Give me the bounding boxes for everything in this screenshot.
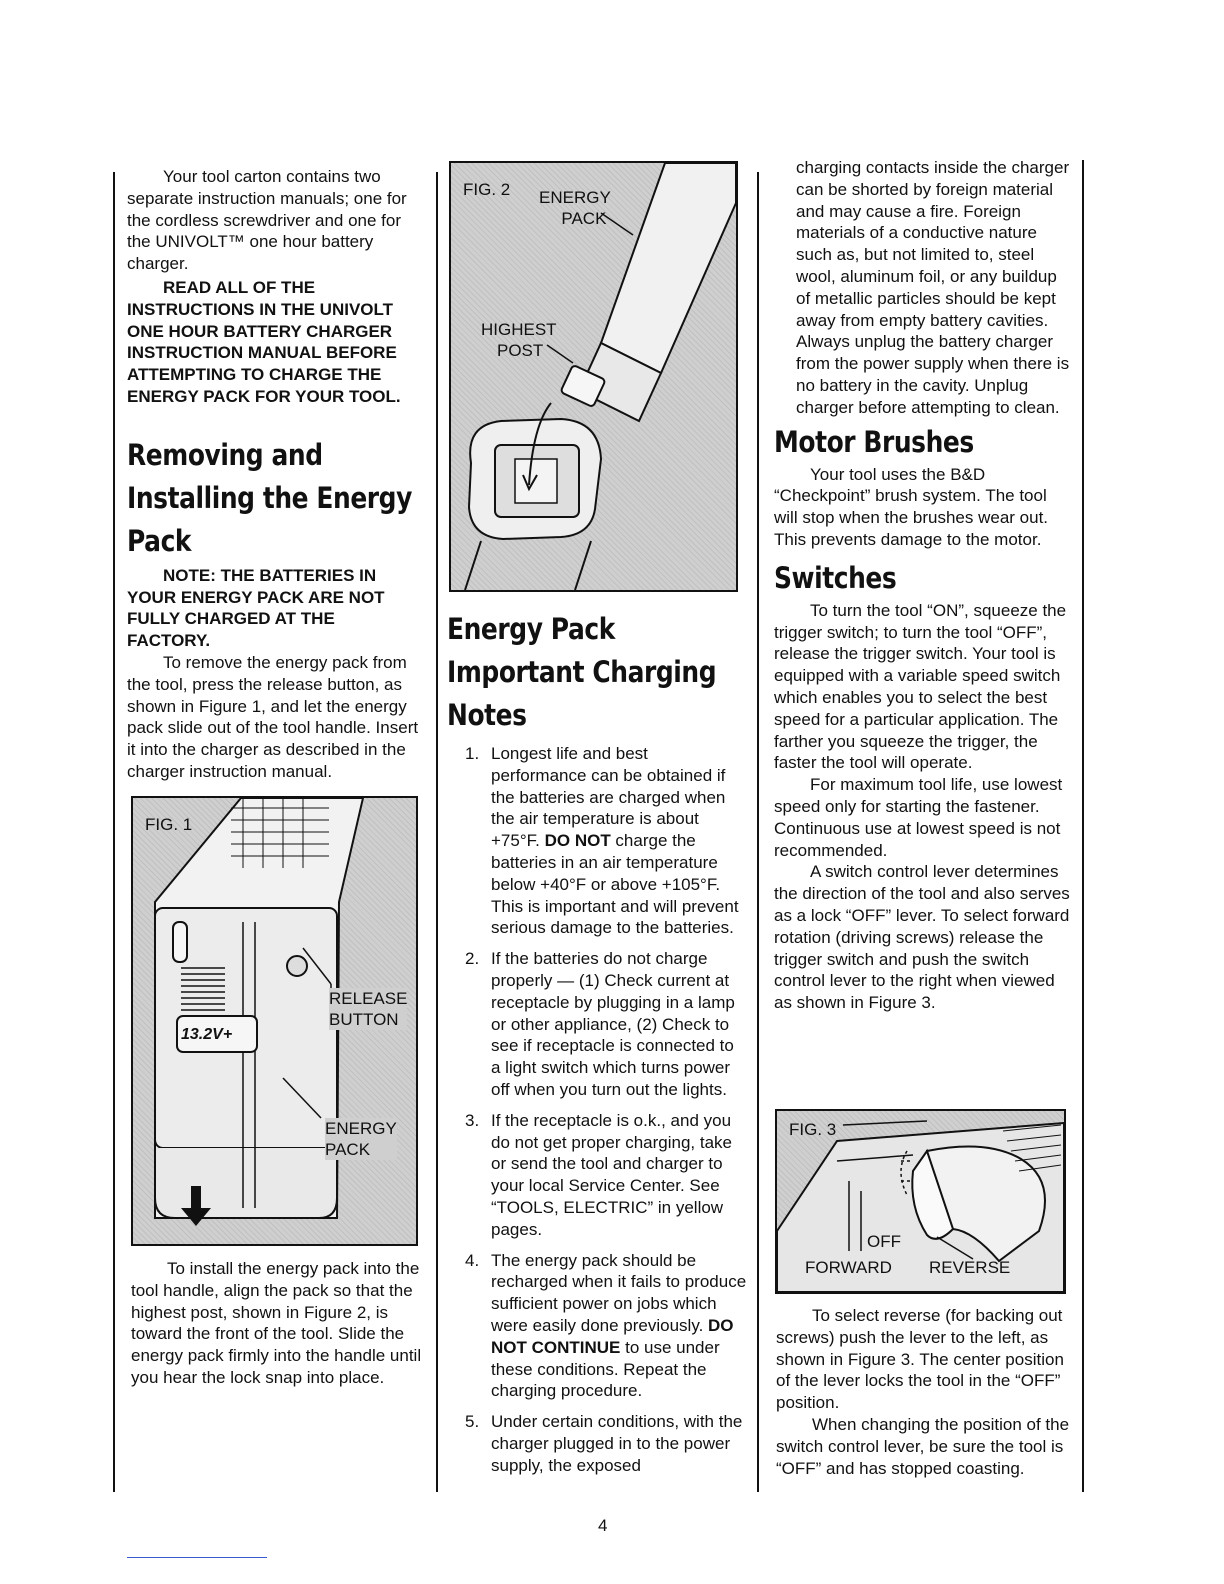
motor-brushes-heading: Motor Brushes xyxy=(774,424,974,459)
charging-contacts-continued: charging contacts inside the charger can be shorted by foreign material and may cause a fire. Foreign materials of a conductive nature such as, but not limited to, steel wool, aluminum foil, or any buildup of metallic particles should be kept away from empty battery cavities. Always unplug the battery charger from the power supply when there is no battery in the cavity. Unplug charger before attempting to clean. xyxy=(796,158,1070,417)
page-edge-mark xyxy=(127,1557,267,1558)
reverse-instructions: To select reverse (for backing out screws) push the lever to the left, as shown in Figure 3. The center position of the lever locks the tool in the “OFF” position. xyxy=(776,1306,1064,1413)
column-rule-center-left xyxy=(436,172,438,1492)
charging-notes-heading xyxy=(447,608,747,737)
heading-line: Important Charging xyxy=(447,655,717,689)
charging-notes-list xyxy=(447,743,747,1477)
heading-line: Pack xyxy=(127,523,192,558)
figure-2 xyxy=(449,161,738,592)
list-item-text: to use under these conditions. Repeat the charging procedure. xyxy=(491,1337,720,1401)
column-1 xyxy=(127,166,422,783)
list-item xyxy=(447,948,747,1101)
switches-paragraph-3: A switch control lever determines the direction of the tool and also serves as a lock “OFF” lever. To select forward rotation (driving screws) release the trigger switch and push the switch control lever to the right when viewed as shown in Figure 3. xyxy=(774,862,1070,1013)
list-item-number: 2. xyxy=(465,949,480,969)
list-item-number: 3. xyxy=(465,1110,480,1130)
switches-heading: Switches xyxy=(774,560,897,595)
heading-line: Removing and xyxy=(127,437,323,472)
fig3-label: FIG. 3 xyxy=(789,1120,837,1139)
fig2-pack-word: PACK xyxy=(561,209,607,228)
list-item-text: The energy pack should be recharged when it fails to produce sufficient power on jobs which were easily done previously. xyxy=(491,1250,747,1335)
battery-voltage-mark: 13.2V+ xyxy=(181,1026,233,1043)
list-item-number: 4. xyxy=(465,1250,480,1270)
list-item-text: If the receptacle is o.k., and you do not get proper charging, take or send the tool and charger to your local Service Center. See “TOOLS, ELECTRIC” in yellow pages. xyxy=(491,1110,732,1239)
fig2-energy-word: ENERGY xyxy=(539,188,611,207)
changing-lever-instructions: When changing the position of the switch control lever, be sure the tool is “OFF” and has stopped coasting. xyxy=(776,1414,1070,1478)
intro-paragraph: Your tool carton contains two separate instruction manuals; one for the cordless screwdriver and one for the UNIVOLT™ one hour battery charger. xyxy=(127,167,407,274)
heading-line: Energy Pack xyxy=(447,612,615,646)
pack-label-line2: PACK xyxy=(325,1140,371,1159)
list-item xyxy=(447,743,747,939)
page-number: 4 xyxy=(598,1516,608,1535)
highest-post-label xyxy=(481,319,557,361)
off-label: OFF xyxy=(867,1232,901,1251)
switches-paragraph-2: For maximum tool life, use lowest speed only for starting the fastener. Continuous use at lowest speed is not recommended. xyxy=(774,775,1063,860)
list-item xyxy=(447,1110,747,1241)
figure-1 xyxy=(131,796,418,1246)
list-item-bold: DO NOT xyxy=(544,831,611,851)
post-word: POST xyxy=(497,341,544,360)
install-paragraph-block xyxy=(131,1258,423,1389)
list-item-number: 1. xyxy=(465,744,480,763)
forward-label: FORWARD xyxy=(805,1258,892,1277)
column-3-text xyxy=(774,157,1072,1014)
motor-brushes-text: Your tool uses the B&D “Checkpoint” brush system. The tool will stop when the brushes wear out. This prevents damage to the motor. xyxy=(774,464,1049,549)
column-rule-left xyxy=(113,172,115,1492)
install-instructions: To install the energy pack into the tool handle, align the pack so that the highest post, shown in Figure 2, is toward the front of the tool. Slide the energy pack firmly into the handle until you hear the lock snap into place. xyxy=(131,1259,422,1387)
remove-instructions: To remove the energy pack from the tool, press the release button, as shown in Figure 1, and let the energy pack slide out of the tool handle. Insert it into the charger as described in the charger instruction manual. xyxy=(127,652,419,781)
factory-charge-note xyxy=(127,565,422,652)
reverse-label: REVERSE xyxy=(929,1258,1011,1277)
column-2-text xyxy=(447,608,747,1486)
list-item-bold: DO NOT CONTINUE xyxy=(491,1315,734,1357)
list-item xyxy=(447,1411,747,1476)
pack-label-line1: ENERGY xyxy=(325,1119,397,1138)
note-rest: YOUR ENERGY PACK ARE NOT FULLY CHARGED AT THE FACTORY. xyxy=(127,587,385,651)
fig2-energy-pack-label xyxy=(539,187,611,229)
release-label-line1: RELEASE xyxy=(329,989,408,1008)
note-first-line: NOTE: THE BATTERIES IN xyxy=(163,565,377,585)
release-button-label xyxy=(329,988,407,1030)
column-3-bottom-text xyxy=(776,1305,1072,1479)
fig1-label: FIG. 1 xyxy=(145,815,193,834)
energy-pack-label xyxy=(325,1118,397,1160)
highest-word: HIGHEST xyxy=(481,320,557,339)
fig2-label: FIG. 2 xyxy=(463,180,511,199)
column-rule-right xyxy=(1082,160,1084,1492)
list-item xyxy=(447,1250,747,1403)
charger-warning: READ ALL OF THE INSTRUCTIONS IN THE UNIVOLT ONE HOUR BATTERY CHARGER INSTRUCTION MANUAL BEFORE ATTEMPTING TO CHARGE THE ENERGY PACK FOR YOUR TOOL. xyxy=(127,277,401,406)
list-item-text: Longest life and best performance can be obtained if the batteries are charged when the air temperature is about +75°F. xyxy=(491,744,726,851)
column-rule-center-right xyxy=(757,172,759,1492)
list-item-text: If the batteries do not charge properly — (1) Check current at receptacle by plugging in a lamp or other appliance, (2) Check to see if receptacle is connected to a light switch which turns power off when you turn out the lights. xyxy=(491,949,735,1099)
heading-line: Notes xyxy=(447,698,527,732)
list-item-number: 5. xyxy=(465,1412,480,1432)
release-label-line2: BUTTON xyxy=(329,1010,399,1029)
switches-paragraph-1: To turn the tool “ON”, squeeze the trigger switch; to turn the tool “OFF”, release the trigger switch. Your tool is equipped with a variable speed switch which enables you to select the best speed for a particular application. The farther you squeeze the trigger, the faster the tool will operate. xyxy=(774,600,1067,773)
list-item-text: Under certain conditions, with the charger plugged in to the power supply, the exposed xyxy=(491,1412,743,1475)
figure-3 xyxy=(775,1109,1066,1294)
heading-line: Installing the Energy xyxy=(127,480,412,515)
removing-installing-heading xyxy=(127,434,422,563)
list-item-text: charge the batteries in an air temperature below +40°F or above +105°F. This is important and will prevent serious damage to the batteries. xyxy=(491,831,739,938)
